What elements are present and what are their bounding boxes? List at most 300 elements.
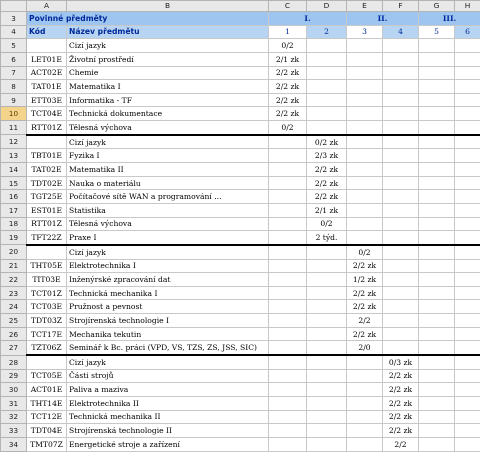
semester-2-cell[interactable]: 2 týd. [307,231,347,245]
semester-5-cell[interactable] [419,93,455,107]
course-code-cell[interactable]: TAT02E [27,163,67,177]
semester-5-cell[interactable] [419,437,455,451]
semester-2-cell[interactable]: 2/2 zk [307,176,347,190]
semester-5-cell[interactable] [419,259,455,273]
row-header[interactable]: 16 [1,190,27,204]
semester-2-cell[interactable] [307,80,347,94]
column-header-f[interactable]: F [383,1,419,12]
semester-5-cell[interactable] [419,163,455,177]
semester-2-cell[interactable] [307,286,347,300]
semester-3-cell[interactable] [347,369,383,383]
semester-3-cell[interactable]: 2/2 [347,314,383,328]
semester-5-cell[interactable] [419,424,455,438]
semester-2-cell[interactable] [307,396,347,410]
semester-6-cell[interactable] [455,327,480,341]
semester-2-cell[interactable] [307,327,347,341]
semester-5-cell[interactable] [419,66,455,80]
semester-5-cell[interactable] [419,203,455,217]
semester-2-cell[interactable]: 2/3 zk [307,149,347,163]
semester-4-cell[interactable] [383,121,419,135]
semester-6-cell[interactable] [455,355,480,369]
semester-5-cell[interactable] [419,327,455,341]
semester-3-cell[interactable] [347,93,383,107]
semester-6-cell[interactable] [455,437,480,451]
semester-4-cell[interactable]: 4 [383,25,419,39]
row-header[interactable]: 11 [1,121,27,135]
semester-3-cell[interactable]: 2/2 zk [347,300,383,314]
table-row [1,107,480,121]
semester-3-cell[interactable]: 3 [347,25,383,39]
semester-4-cell[interactable] [383,245,419,259]
semester-5-cell[interactable] [419,121,455,135]
semester-4-cell[interactable] [383,66,419,80]
semester-6-cell[interactable] [455,231,480,245]
semester-2-cell[interactable] [307,424,347,438]
semester-3-cell[interactable] [347,410,383,424]
semester-6-cell[interactable] [455,383,480,397]
course-name-cell[interactable]: Praxe I [67,231,269,245]
semester-6-cell[interactable] [455,286,480,300]
course-name-cell[interactable]: Matematika I [67,80,269,94]
semester-3-cell[interactable] [347,217,383,231]
semester-6-cell[interactable] [455,176,480,190]
semester-1-cell[interactable] [269,259,307,273]
semester-2-cell[interactable] [307,273,347,287]
course-name-cell[interactable]: Technická dokumentace [67,107,269,121]
semester-1-cell[interactable]: 1 [269,25,307,39]
semester-1-cell[interactable]: 0/2 [269,39,307,53]
semester-5-cell[interactable] [419,190,455,204]
row-header[interactable]: 28 [1,355,27,369]
semester-2-cell[interactable]: 0/2 [307,217,347,231]
semester-4-cell[interactable] [383,314,419,328]
course-code-cell[interactable]: ACT01E [27,383,67,397]
course-name-cell[interactable]: Seminář k Bc. práci (VPD, VS, TZS, ZS, JSS, SIC) [67,341,269,355]
section-title-cell[interactable]: Povinné předměty [27,12,269,26]
semester-4-cell[interactable] [383,93,419,107]
row-header[interactable]: 17 [1,203,27,217]
semester-4-cell[interactable] [383,341,419,355]
course-code-cell[interactable]: TAT01E [27,80,67,94]
semester-1-cell[interactable] [269,149,307,163]
semester-6-cell[interactable] [455,121,480,135]
semester-2-cell[interactable] [307,355,347,369]
semester-6-cell[interactable] [455,410,480,424]
table-row [1,369,480,383]
semester-1-cell[interactable] [269,437,307,451]
course-name-cell[interactable]: Části strojů [67,369,269,383]
course-code-cell[interactable]: RTT01Z [27,121,67,135]
semester-6-cell[interactable] [455,107,480,121]
semester-4-cell[interactable] [383,259,419,273]
row-header[interactable]: 32 [1,410,27,424]
semester-2-cell[interactable] [307,245,347,259]
semester-4-cell[interactable] [383,190,419,204]
semester-5-cell[interactable] [419,273,455,287]
semester-2-cell[interactable] [307,410,347,424]
semester-2-cell[interactable]: 0/2 zk [307,135,347,149]
semester-3-cell[interactable]: 2/0 [347,341,383,355]
semester-6-cell[interactable] [455,217,480,231]
semester-2-cell[interactable] [307,300,347,314]
row-header[interactable]: 13 [1,149,27,163]
row-header[interactable]: 10 [1,107,27,121]
semester-3-cell[interactable] [347,39,383,53]
row-header[interactable]: 21 [1,259,27,273]
course-code-cell[interactable] [27,355,67,369]
semester-6-cell[interactable] [455,149,480,163]
semester-3-cell[interactable] [347,149,383,163]
semester-1-cell[interactable] [269,176,307,190]
code-header-cell[interactable]: Kód [27,25,67,39]
course-name-cell[interactable]: Inženýrské zpracování dat [67,273,269,287]
semester-4-cell[interactable] [383,107,419,121]
semester-4-cell[interactable] [383,203,419,217]
semester-6-cell[interactable] [455,93,480,107]
semester-1-cell[interactable] [269,410,307,424]
semester-1-cell[interactable] [269,190,307,204]
course-name-cell[interactable]: Elektrotechnika II [67,396,269,410]
semester-5-cell[interactable] [419,80,455,94]
course-code-cell[interactable] [27,245,67,259]
semester-1-cell[interactable] [269,383,307,397]
semester-5-cell[interactable] [419,135,455,149]
semester-4-cell[interactable]: 2/2 zk [383,410,419,424]
row-header[interactable]: 14 [1,163,27,177]
semester-6-cell[interactable] [455,273,480,287]
semester-2-cell[interactable] [307,39,347,53]
course-name-cell[interactable]: Počítačové sítě WAN a programování ... [67,190,269,204]
column-header-g[interactable]: G [419,1,455,12]
semester-5-cell[interactable] [419,176,455,190]
semester-5-cell[interactable] [419,300,455,314]
semester-5-cell[interactable] [419,396,455,410]
semester-1-cell[interactable] [269,341,307,355]
row-header[interactable]: 6 [1,52,27,66]
course-code-cell[interactable]: THT05E [27,259,67,273]
semester-4-cell[interactable]: 2/2 zk [383,424,419,438]
semester-2-cell[interactable] [307,52,347,66]
course-name-cell[interactable]: Životní prostředí [67,52,269,66]
row-header[interactable]: 25 [1,314,27,328]
table-row [1,66,480,80]
row-header[interactable]: 34 [1,437,27,451]
semester-5-cell[interactable] [419,149,455,163]
semester-6-cell[interactable] [455,163,480,177]
semester-1-cell[interactable]: 2/2 zk [269,80,307,94]
row-header[interactable]: 22 [1,273,27,287]
course-name-cell[interactable]: Cizí jazyk [67,245,269,259]
course-name-cell[interactable]: Cizí jazyk [67,135,269,149]
year-2-cell[interactable]: II. [347,12,419,26]
course-code-cell[interactable] [27,39,67,53]
course-code-cell[interactable]: LET01E [27,52,67,66]
course-name-cell[interactable]: Tělesná výchova [67,217,269,231]
semester-3-cell[interactable] [347,107,383,121]
semester-3-cell[interactable] [347,203,383,217]
course-code-cell[interactable]: TCT03E [27,300,67,314]
row-header[interactable]: 26 [1,327,27,341]
semester-1-cell[interactable]: 2/1 zk [269,52,307,66]
semester-5-cell[interactable] [419,217,455,231]
semester-1-cell[interactable] [269,217,307,231]
course-name-cell[interactable]: Strojírenská technologie I [67,314,269,328]
semester-1-cell[interactable] [269,396,307,410]
semester-2-cell[interactable]: 2/2 zk [307,163,347,177]
semester-2-cell[interactable]: 2 [307,25,347,39]
row-header[interactable]: 31 [1,396,27,410]
semester-5-cell[interactable] [419,410,455,424]
course-name-cell[interactable]: Cizí jazyk [67,355,269,369]
semester-3-cell[interactable] [347,121,383,135]
semester-1-cell[interactable]: 0/2 [269,121,307,135]
course-code-cell[interactable]: TMT07Z [27,437,67,451]
semester-5-cell[interactable] [419,245,455,259]
course-name-cell[interactable]: Paliva a maziva [67,383,269,397]
course-name-cell[interactable]: Mechanika tekutin [67,327,269,341]
semester-2-cell[interactable] [307,93,347,107]
course-name-cell[interactable]: Fyzika I [67,149,269,163]
semester-5-cell[interactable]: 5 [419,25,455,39]
semester-6-cell[interactable] [455,300,480,314]
semester-3-cell[interactable] [347,396,383,410]
column-header-e[interactable]: E [347,1,383,12]
course-name-cell[interactable]: Tělesná výchova [67,121,269,135]
semester-2-cell[interactable] [307,121,347,135]
semester-6-cell[interactable] [455,135,480,149]
row-header[interactable]: 33 [1,424,27,438]
semester-4-cell[interactable] [383,52,419,66]
semester-2-cell[interactable] [307,437,347,451]
semester-1-cell[interactable] [269,314,307,328]
semester-5-cell[interactable] [419,107,455,121]
semester-2-cell[interactable]: 2/1 zk [307,203,347,217]
course-code-cell[interactable]: TCT05E [27,369,67,383]
semester-4-cell[interactable] [383,286,419,300]
semester-1-cell[interactable] [269,273,307,287]
course-name-cell[interactable]: Elektrotechnika I [67,259,269,273]
column-header-h[interactable]: H [455,1,480,12]
semester-2-cell[interactable] [307,107,347,121]
semester-3-cell[interactable] [347,80,383,94]
course-code-cell[interactable]: TFT22Z [27,231,67,245]
semester-1-cell[interactable] [269,424,307,438]
semester-2-cell[interactable] [307,341,347,355]
course-name-cell[interactable]: Nauka o materiálu [67,176,269,190]
semester-4-cell[interactable] [383,39,419,53]
semester-3-cell[interactable] [347,135,383,149]
semester-5-cell[interactable] [419,314,455,328]
semester-4-cell[interactable]: 2/2 zk [383,396,419,410]
semester-6-cell[interactable]: 6 [455,25,480,39]
course-code-cell[interactable] [27,135,67,149]
course-code-cell[interactable]: TCT17E [27,327,67,341]
semester-3-cell[interactable]: 2/2 zk [347,286,383,300]
semester-2-cell[interactable] [307,314,347,328]
semester-1-cell[interactable] [269,203,307,217]
semester-3-cell[interactable] [347,176,383,190]
course-code-cell[interactable]: TDT02E [27,176,67,190]
semester-4-cell[interactable] [383,135,419,149]
course-code-cell[interactable]: RTT01Z [27,217,67,231]
semester-4-cell[interactable] [383,231,419,245]
course-code-cell[interactable]: EST01E [27,203,67,217]
course-code-cell[interactable]: ETT03E [27,93,67,107]
row-header[interactable]: 18 [1,217,27,231]
semester-1-cell[interactable]: 2/2 zk [269,107,307,121]
row-header[interactable]: 27 [1,341,27,355]
row-header[interactable]: 20 [1,245,27,259]
semester-4-cell[interactable] [383,176,419,190]
semester-4-cell[interactable] [383,217,419,231]
course-code-cell[interactable]: TBT01E [27,149,67,163]
column-header-b[interactable]: B [67,1,269,12]
semester-1-cell[interactable] [269,163,307,177]
semester-2-cell[interactable] [307,383,347,397]
semester-4-cell[interactable]: 2/2 zk [383,369,419,383]
semester-1-cell[interactable]: 2/2 zk [269,93,307,107]
course-name-cell[interactable]: Matematika II [67,163,269,177]
course-code-cell[interactable]: TDT03Z [27,314,67,328]
course-code-cell[interactable]: TCT12E [27,410,67,424]
semester-5-cell[interactable] [419,231,455,245]
semester-6-cell[interactable] [455,52,480,66]
course-name-cell[interactable]: Technická mechanika I [67,286,269,300]
row-header[interactable]: 8 [1,80,27,94]
semester-3-cell[interactable] [347,383,383,397]
row-header[interactable]: 23 [1,286,27,300]
semester-6-cell[interactable] [455,369,480,383]
semester-1-cell[interactable] [269,135,307,149]
semester-4-cell[interactable] [383,163,419,177]
semester-6-cell[interactable] [455,190,480,204]
semester-4-cell[interactable] [383,149,419,163]
row-header[interactable]: 3 [1,12,27,26]
semester-6-cell[interactable] [455,341,480,355]
semester-5-cell[interactable] [419,39,455,53]
course-name-cell[interactable]: Chemie [67,66,269,80]
year-1-cell[interactable]: I. [269,12,347,26]
row-header[interactable]: 15 [1,176,27,190]
semester-3-cell[interactable] [347,231,383,245]
year-3-cell[interactable]: III. [419,12,480,26]
course-code-cell[interactable]: TDT04E [27,424,67,438]
semester-5-cell[interactable] [419,52,455,66]
semester-6-cell[interactable] [455,39,480,53]
table-row [1,341,480,355]
semester-2-cell[interactable] [307,66,347,80]
semester-1-cell[interactable] [269,245,307,259]
column-header-a[interactable]: A [27,1,67,12]
semester-6-cell[interactable] [455,259,480,273]
row-header[interactable]: 24 [1,300,27,314]
course-name-cell[interactable]: Informatika - TF [67,93,269,107]
semester-2-cell[interactable]: 2/2 zk [307,190,347,204]
row-header[interactable]: 4 [1,25,27,39]
semester-3-cell[interactable]: 1/2 zk [347,273,383,287]
table-row [1,176,480,190]
semester-3-cell[interactable] [347,424,383,438]
semester-1-cell[interactable] [269,369,307,383]
semester-3-cell[interactable]: 2/2 zk [347,327,383,341]
course-code-cell[interactable]: TZT06Z [27,341,67,355]
semester-4-cell[interactable] [383,273,419,287]
course-name-cell[interactable]: Cizí jazyk [67,39,269,53]
semester-4-cell[interactable] [383,327,419,341]
semester-5-cell[interactable] [419,369,455,383]
semester-3-cell[interactable] [347,190,383,204]
semester-6-cell[interactable] [455,66,480,80]
semester-4-cell[interactable]: 2/2 zk [383,383,419,397]
course-code-cell[interactable]: ACT02E [27,66,67,80]
course-code-cell[interactable]: TCT04E [27,107,67,121]
semester-2-cell[interactable] [307,369,347,383]
semester-1-cell[interactable] [269,231,307,245]
course-name-cell[interactable]: Statistika [67,203,269,217]
course-name-cell[interactable]: Strojírenská technologie II [67,424,269,438]
semester-3-cell[interactable] [347,163,383,177]
semester-6-cell[interactable] [455,424,480,438]
course-code-cell[interactable]: TCT01Z [27,286,67,300]
row-header[interactable]: 5 [1,39,27,53]
row-header[interactable]: 9 [1,93,27,107]
row-header[interactable]: 29 [1,369,27,383]
row-header[interactable]: 7 [1,66,27,80]
semester-6-cell[interactable] [455,396,480,410]
semester-4-cell[interactable]: 0/3 zk [383,355,419,369]
row-header[interactable]: 19 [1,231,27,245]
column-header-c[interactable]: C [269,1,307,12]
semester-5-cell[interactable] [419,355,455,369]
name-header-cell[interactable]: Název předmětu [67,25,269,39]
course-name-cell[interactable]: Energetické stroje a zařízení [67,437,269,451]
semester-4-cell[interactable] [383,300,419,314]
semester-3-cell[interactable] [347,66,383,80]
column-header-d[interactable]: D [307,1,347,12]
semester-3-cell[interactable] [347,437,383,451]
semester-3-cell[interactable]: 0/2 [347,245,383,259]
row-header[interactable]: 12 [1,135,27,149]
semester-1-cell[interactable] [269,286,307,300]
table-row [1,314,480,328]
course-code-cell[interactable]: TIT03E [27,273,67,287]
semester-5-cell[interactable] [419,383,455,397]
semester-5-cell[interactable] [419,341,455,355]
semester-6-cell[interactable] [455,203,480,217]
section-header-row [1,12,480,26]
semester-1-cell[interactable] [269,300,307,314]
semester-1-cell[interactable]: 2/2 zk [269,66,307,80]
semester-1-cell[interactable] [269,355,307,369]
semester-6-cell[interactable] [455,314,480,328]
semester-6-cell[interactable] [455,80,480,94]
course-name-cell[interactable]: Technická mechanika II [67,410,269,424]
semester-5-cell[interactable] [419,286,455,300]
semester-3-cell[interactable] [347,355,383,369]
semester-3-cell[interactable]: 2/2 zk [347,259,383,273]
row-header[interactable]: 30 [1,383,27,397]
semester-3-cell[interactable] [347,52,383,66]
semester-4-cell[interactable]: 2/2 [383,437,419,451]
semester-6-cell[interactable] [455,245,480,259]
course-code-cell[interactable]: THT14E [27,396,67,410]
semester-2-cell[interactable] [307,259,347,273]
course-name-cell[interactable]: Pružnost a pevnost [67,300,269,314]
semester-4-cell[interactable] [383,80,419,94]
course-code-cell[interactable]: TGT25E [27,190,67,204]
semester-1-cell[interactable] [269,327,307,341]
select-all-corner[interactable] [1,1,27,12]
